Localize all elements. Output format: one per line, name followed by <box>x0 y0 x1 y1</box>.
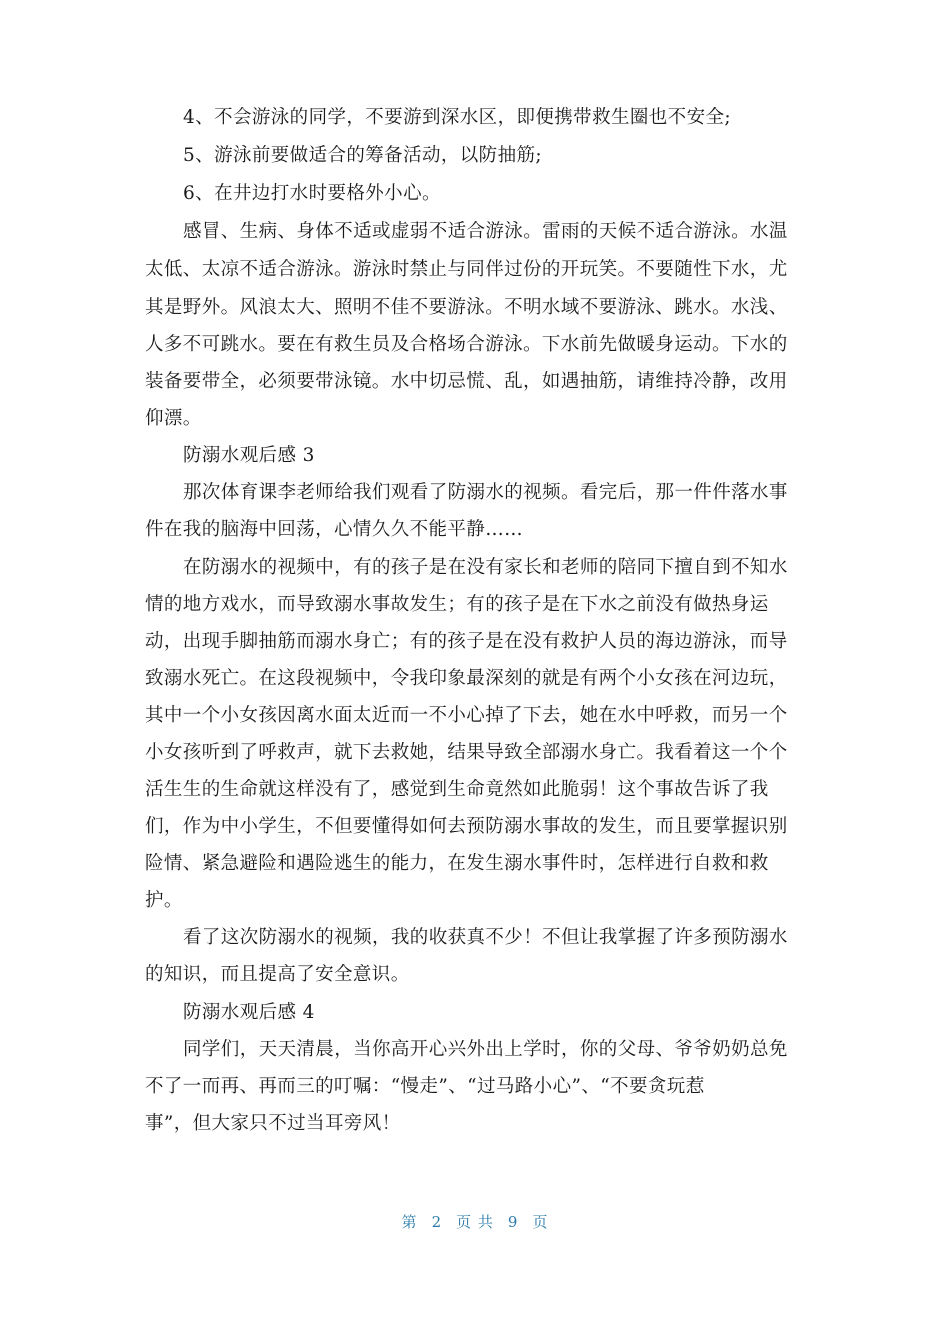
paragraph-line: 在防溺水的视频中，有的孩子是在没有家长和老师的陪同下擅自到不知水 <box>183 557 788 578</box>
paragraph-line: 小女孩听到了呼救声，就下去救她，结果导致全部溺水身亡。我看着这一个个 <box>145 742 788 763</box>
paragraph-line: 护。 <box>145 890 183 911</box>
paragraph-line: 不了一而再、再而三的叮嘱：“慢走”、“过马路小心”、“不要贪玩惹 <box>145 1076 705 1097</box>
paragraph-line: 人多不可跳水。要在有救生员及合格场合游泳。下水前先做暖身运动。下水的 <box>145 334 788 355</box>
section-heading-4: 防溺水观后感 4 <box>183 1002 315 1023</box>
paragraph-line: 其是野外。风浪太大、照明不佳不要游泳。不明水域不要游泳、跳水。水浅、 <box>145 297 788 318</box>
current-page-number: 2 <box>431 1213 443 1231</box>
section-heading-3: 防溺水观后感 3 <box>183 445 315 466</box>
total-pages-number: 9 <box>507 1213 519 1231</box>
paragraph-line: 感冒、生病、身体不适或虚弱不适合游泳。雷雨的天候不适合游泳。水温 <box>183 221 788 242</box>
paragraph-line: 其中一个小女孩因离水面太近而一不小心掉了下去，她在水中呼救，而另一个 <box>145 705 788 726</box>
paragraph-line: 件在我的脑海中回荡，心情久久不能平静…… <box>145 519 524 540</box>
page-label-suffix: 页 <box>532 1213 549 1231</box>
list-item-6: 6、在井边打水时要格外小心。 <box>183 183 441 204</box>
paragraph-line: 事”，但大家只不过当耳旁风！ <box>145 1113 401 1134</box>
paragraph-line: 动，出现手脚抽筋而溺水身亡；有的孩子是在没有救护人员的海边游泳，而导 <box>145 631 788 652</box>
paragraph-line: 同学们，天天清晨，当你高开心兴外出上学时，你的父母、爷爷奶奶总免 <box>183 1039 788 1060</box>
paragraph-line: 情的地方戏水，而导致溺水事故发生；有的孩子是在下水之前没有做热身运 <box>145 594 769 615</box>
paragraph-line: 的知识，而且提高了安全意识。 <box>145 964 410 985</box>
page-label-prefix: 第 <box>401 1213 418 1231</box>
paragraph-line: 们，作为中小学生，不但要懂得如何去预防溺水事故的发生，而且要掌握识别 <box>145 816 788 837</box>
paragraph-line: 装备要带全，必须要带泳镜。水中切忌慌、乱，如遇抽筋，请维持冷静，改用 <box>145 371 788 392</box>
page-label-middle: 页 共 <box>456 1213 494 1231</box>
paragraph-line: 活生生的生命就这样没有了，感觉到生命竟然如此脆弱！这个事故告诉了我 <box>145 779 769 800</box>
paragraph-line: 险情、紧急避险和遇险逃生的能力，在发生溺水事件时，怎样进行自救和救 <box>145 853 769 874</box>
paragraph-line: 那次体育课李老师给我们观看了防溺水的视频。看完后，那一件件落水事 <box>183 482 788 503</box>
paragraph-line: 看了这次防溺水的视频，我的收获真不少！不但让我掌握了许多预防溺水 <box>183 927 788 948</box>
paragraph-line: 致溺水死亡。在这段视频中，令我印象最深刻的就是有两个小女孩在河边玩， <box>145 668 788 689</box>
list-item-5: 5、游泳前要做适合的筹备活动，以防抽筋; <box>183 145 543 166</box>
paragraph-line: 太低、太凉不适合游泳。游泳时禁止与同伴过份的开玩笑。不要随性下水，尤 <box>145 259 788 280</box>
list-item-4: 4、不会游泳的同学，不要游到深水区，即便携带救生圈也不安全; <box>183 107 732 128</box>
paragraph-line: 仰漂。 <box>145 408 202 429</box>
page-indicator <box>0 1211 950 1232</box>
